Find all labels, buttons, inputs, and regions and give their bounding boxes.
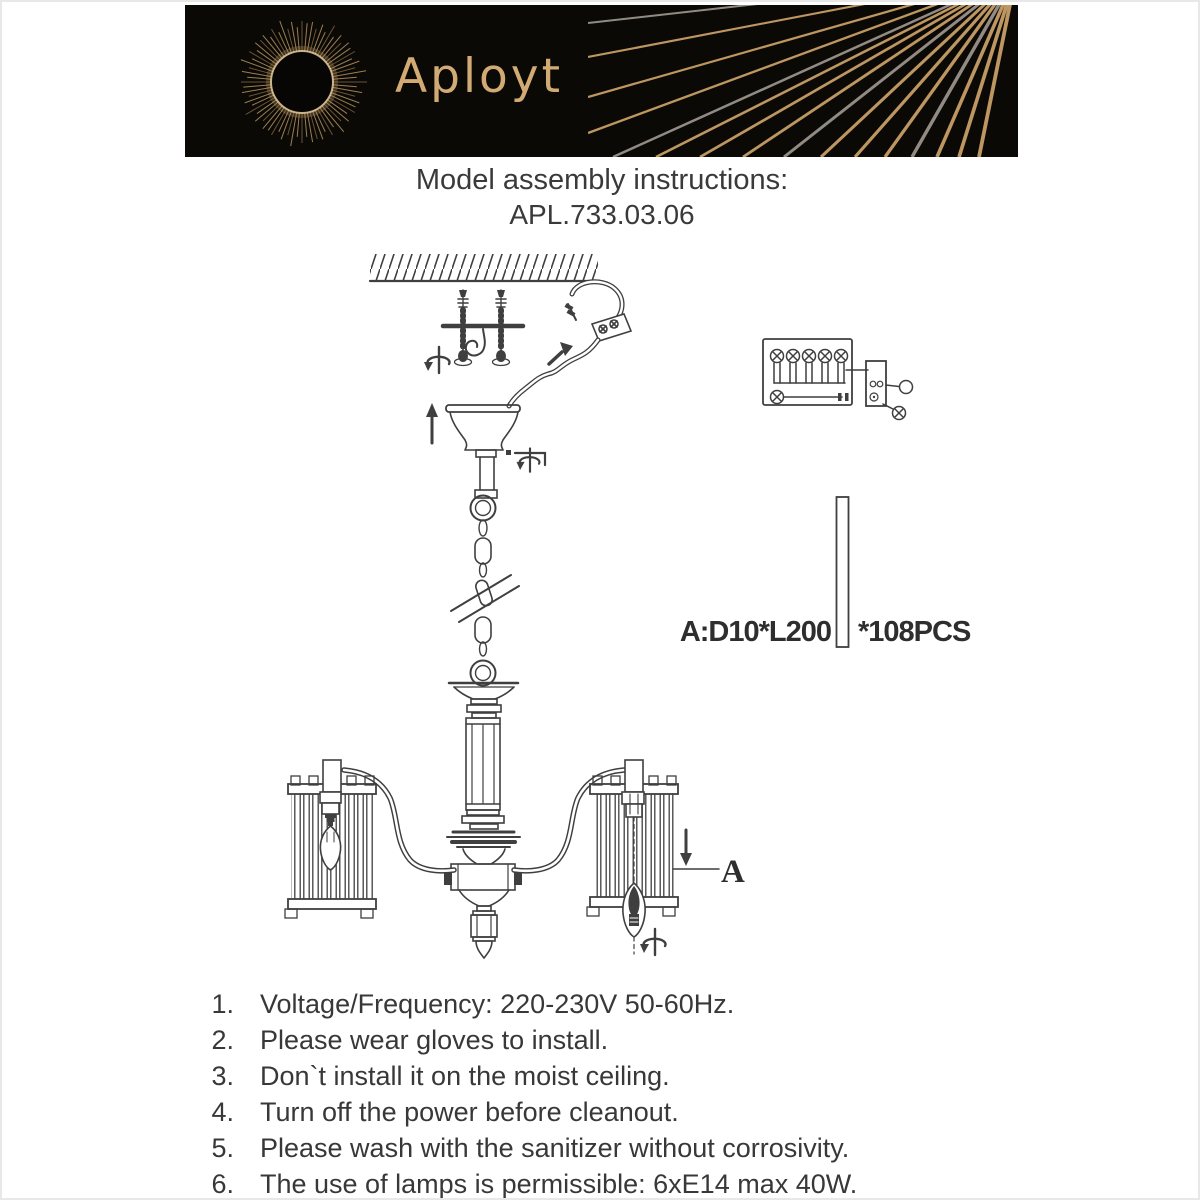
brand-banner bbox=[185, 5, 1018, 157]
page-title: Model assembly instructions: bbox=[415, 164, 789, 196]
list-item bbox=[188, 1094, 1048, 1130]
item-number: 5. bbox=[211, 1133, 234, 1163]
arm-hub bbox=[451, 864, 515, 890]
assembly-diagram bbox=[2, 242, 1200, 1002]
wiring-diagram bbox=[763, 339, 913, 420]
lamp-symbols bbox=[771, 350, 848, 404]
mounting-bracket bbox=[424, 290, 523, 373]
arm-fitter bbox=[625, 760, 643, 792]
list-item bbox=[188, 1022, 1048, 1058]
brand-name: Aployt bbox=[395, 49, 564, 104]
hanging-ring bbox=[471, 496, 496, 521]
rotate-icon bbox=[424, 347, 450, 373]
neutral-symbol bbox=[900, 381, 913, 394]
glass-rod bbox=[837, 497, 849, 647]
wire-connection-detail bbox=[509, 282, 631, 406]
list-item bbox=[188, 1130, 1048, 1166]
lamp-socket bbox=[322, 803, 339, 814]
item-number: 3. bbox=[211, 1061, 234, 1091]
rotate-icon bbox=[640, 929, 666, 955]
finial bbox=[476, 941, 492, 958]
item-text: Turn off the power before cleanout. bbox=[260, 1097, 679, 1127]
rays-decoration-icon bbox=[588, 5, 1018, 157]
sunburst-icon bbox=[232, 12, 372, 152]
ceiling-hatch bbox=[370, 254, 598, 281]
rod-size-label: A:D10*L200 bbox=[679, 616, 831, 648]
item-text: Please wear gloves to install. bbox=[260, 1025, 609, 1055]
set-screw bbox=[506, 450, 511, 455]
item-number: 2. bbox=[211, 1025, 234, 1055]
rod-qty-label: *108PCS bbox=[858, 616, 971, 648]
list-item bbox=[188, 1166, 1048, 1200]
item-number: 4. bbox=[211, 1097, 234, 1127]
rod-part bbox=[680, 497, 971, 648]
item-text: Please wash with the sanitizer without corrosivity. bbox=[260, 1133, 850, 1163]
item-text: Don`t install it on the moist ceiling. bbox=[260, 1061, 670, 1091]
list-item bbox=[188, 986, 1048, 1022]
instruction-list bbox=[188, 986, 1048, 1200]
ceiling-hook bbox=[466, 329, 485, 355]
shade-right bbox=[587, 760, 745, 955]
model-number: APL.733.03.06 bbox=[509, 199, 695, 230]
suspension-chain bbox=[451, 520, 519, 686]
shade-left bbox=[285, 760, 376, 918]
callout-a-label: A bbox=[721, 854, 745, 890]
item-number: 6. bbox=[211, 1169, 234, 1199]
list-item bbox=[188, 1058, 1048, 1094]
item-text: The use of lamps is permissible: 6xE14 max 40W. bbox=[260, 1169, 858, 1199]
canopy bbox=[426, 403, 545, 521]
arrow-up-right-icon bbox=[549, 352, 562, 364]
lamp-socket bbox=[626, 804, 642, 817]
arm-fitter bbox=[323, 760, 341, 792]
item-number: 1. bbox=[211, 989, 234, 1019]
central-column bbox=[444, 683, 522, 958]
item-text: Voltage/Frequency: 220-230V 50-60Hz. bbox=[260, 989, 735, 1019]
